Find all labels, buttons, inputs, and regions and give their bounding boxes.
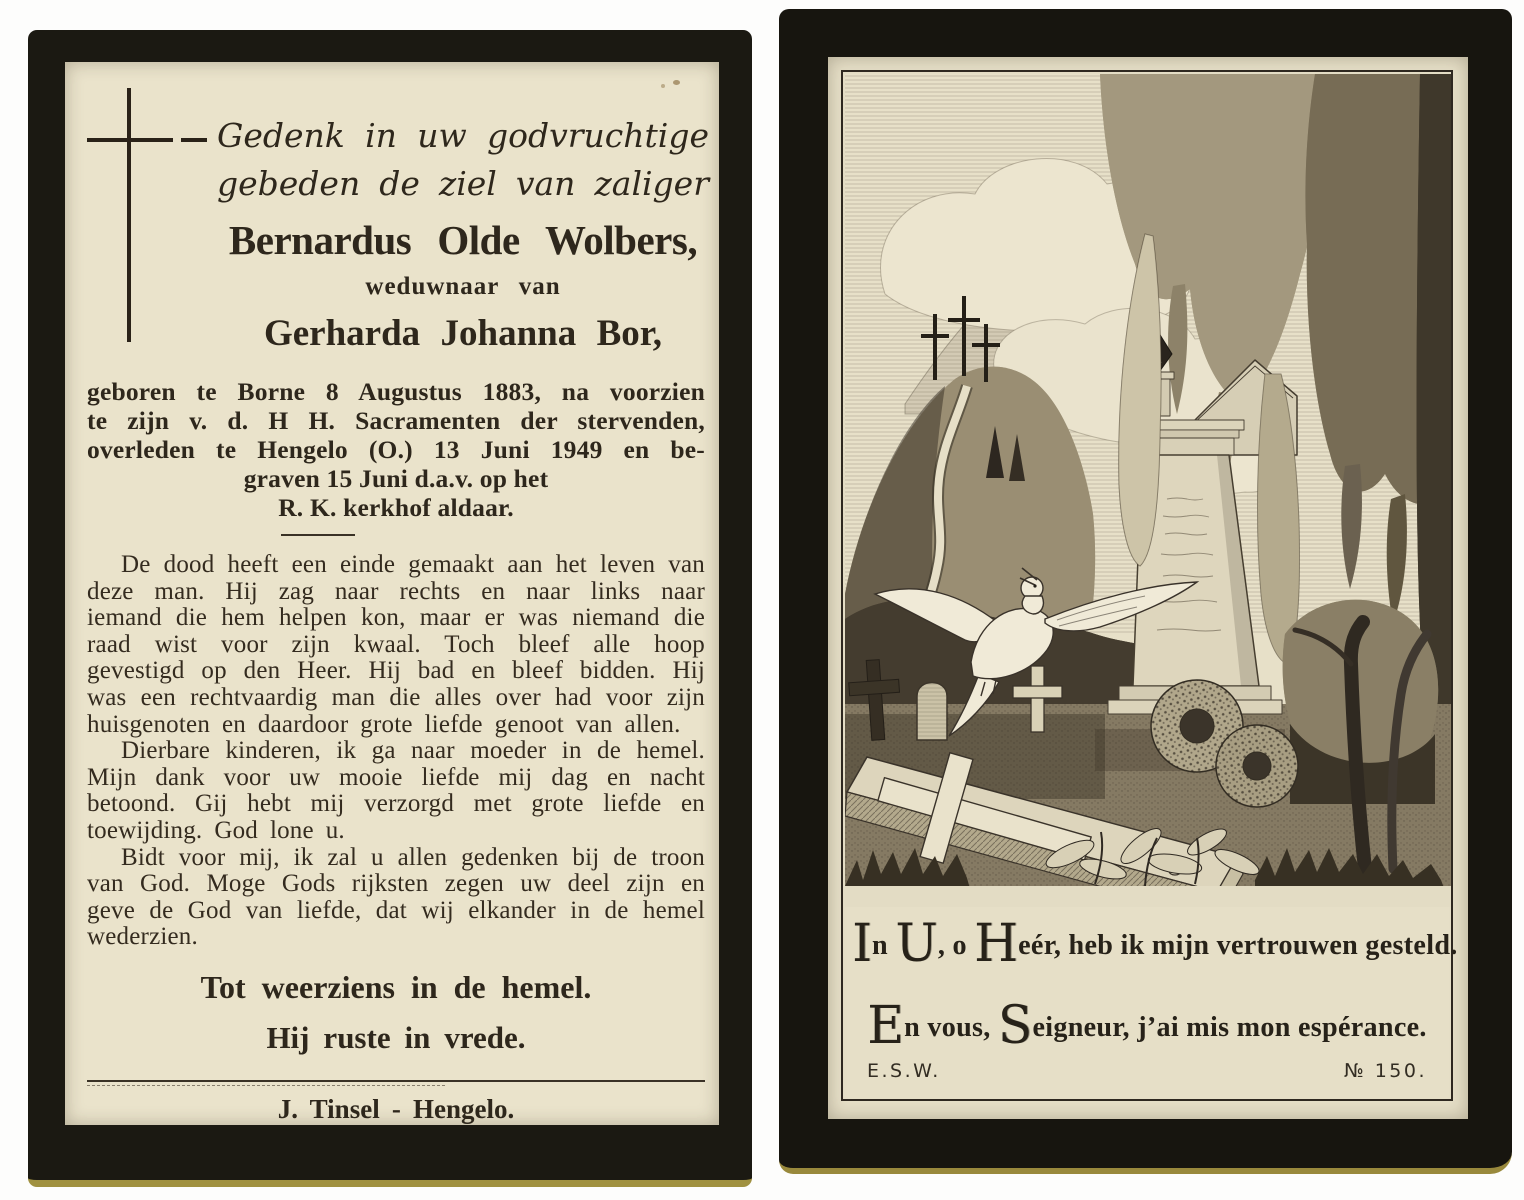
ornate-initial: S [997,996,1033,1056]
vitals-line: geboren te Borne 8 Augustus 1883, na voorzien [87,377,705,406]
ornate-initial: H [974,914,1019,974]
motto-dutch: In U, o Heér, heb ik mijn vertrouwen gesteld. [852,914,1458,974]
motto-french: En vous, Seigneur, j’ai mis mon espérance. [867,996,1427,1056]
plate-number: № 150. [1343,1060,1427,1082]
intro-line-2: gebeden de ziel van zaliger [217,164,709,203]
memorial-card-image-side [779,9,1512,1174]
vitals-line: R. K. kerkhof aldaar. [278,493,514,522]
closing-line-1: Tot weerziens in de hemel. [200,968,592,1005]
left-card-paper [65,62,719,1125]
spouse-name: Gerharda Johanna Bor, [263,313,663,354]
memorial-paragraph: Dierbare kinderen, ik ga naar moeder in de hemel. Mijn dank voor uw mooie liefde mij dag en nacht betoond. Gij hebt mij verzorgd met grote liefde en toewijding. God lone u. [87,737,705,844]
relation-label: weduwnaar van [365,273,561,300]
short-divider [281,534,355,536]
memorial-paragraph: De dood heeft een einde gemaakt aan het leven van deze man. Hij zag naar rechts en naar links naar iemand die hem helpen kon, maar er was niemand die raad wist voor zijn kwaal. Toch bleef alle hoop gevestigd op den Heer. Hij bad en bleef bidden. Hij was een rechtvaardig man die alles over had voor zijn huisgenoten en daardoor grote liefde genoot van allen. [87,551,705,738]
engraver-initials: E.S.W. [867,1060,941,1082]
ornate-initial: I [852,914,873,974]
credits-row [867,1060,1427,1082]
card-header [217,62,709,355]
right-card-paper [828,57,1468,1119]
engraving-frame [841,70,1458,1101]
vitals-line: graven 15 Juni d.a.v. op het [243,464,549,493]
intro-line-1: Gedenk in uw godvruchtige [217,116,709,155]
vitals-line: te zijn v. d. H H. Sacramenten der stervenden, [87,406,705,435]
vitals-line: overleden te Hengelo (O.) 13 Juni 1949 en be- [87,435,705,464]
deceased-name: Bernardus Olde Wolbers, [228,217,698,263]
printer-credit: J. Tinsel - Hengelo. [277,1093,515,1124]
ornate-initial: E [867,996,905,1056]
closing-line-2: Hij ruste in vrede. [266,1019,526,1055]
memorial-card-text-side [28,30,752,1187]
memorial-engraving [845,74,1451,907]
printer-divider [87,1080,705,1082]
vital-dates [87,377,705,522]
ornate-initial: U [895,914,938,974]
memorial-paragraph: Bidt voor mij, ik zal u allen gedenken bij de troon van God. Moge Gods rijksten zegen uw deel zijn en geve de God van liefde, dat wij elkander in de hemel wederzien. [87,843,705,951]
